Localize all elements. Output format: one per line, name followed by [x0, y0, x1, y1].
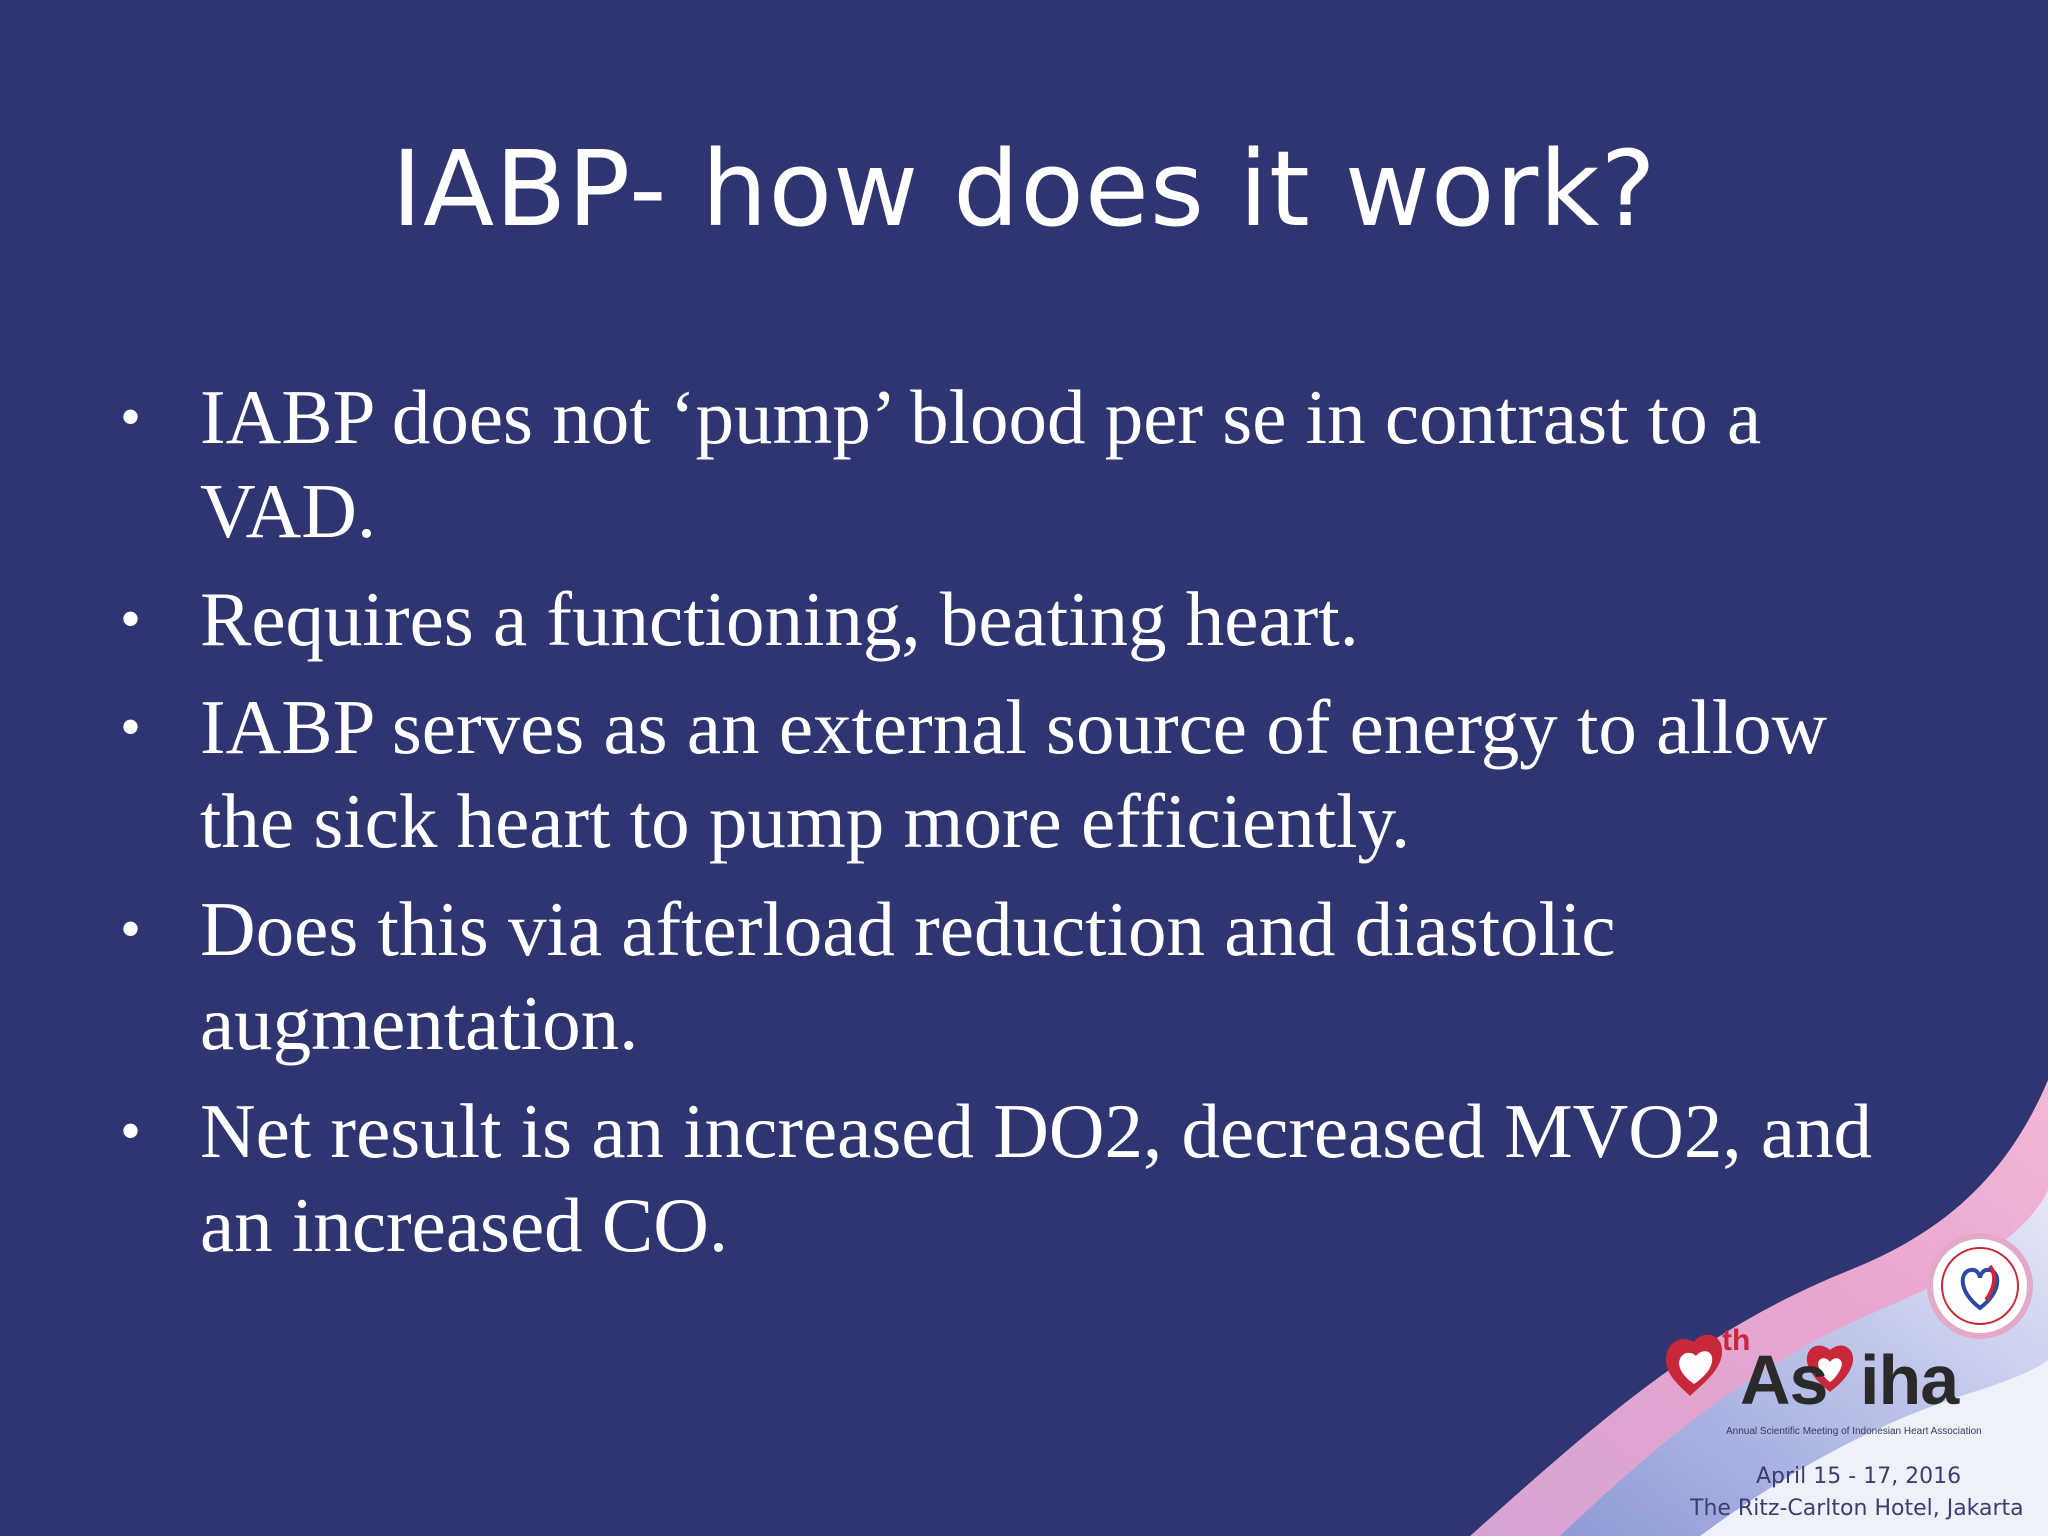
- bullet-text: Net result is an increased DO2, decreased MVO2, and an increased CO.: [200, 1088, 1873, 1268]
- bullet-text: IABP serves as an external source of energy to allow the sick heart to pump more efficiently.: [200, 684, 1828, 864]
- logo-tagline: Annual Scientific Meeting of Indonesian Heart Association: [1726, 1426, 1982, 1437]
- bullet-item: [120, 370, 1940, 558]
- event-date: April 15 - 17, 2016: [1756, 1464, 1962, 1489]
- bullet-symbol: •: [120, 586, 142, 652]
- bullet-text: IABP does not ‘pump’ blood per se in contrast to a VAD.: [200, 374, 1762, 554]
- bullet-item: [120, 572, 1940, 666]
- bullet-symbol: •: [120, 1098, 142, 1164]
- logo-ordinal: th: [1722, 1324, 1751, 1357]
- bullet-text: Requires a functioning, beating heart.: [200, 576, 1359, 662]
- bullet-symbol: •: [120, 896, 142, 962]
- event-venue: The Ritz-Carlton Hotel, Jakarta: [1690, 1496, 2024, 1521]
- asmiha-logo: [1660, 1220, 2048, 1536]
- slide-title: IABP- how does it work?: [391, 128, 1657, 250]
- bullet-list: [120, 370, 1940, 1286]
- bullet-symbol: •: [120, 384, 142, 450]
- logo-name-left: As: [1740, 1341, 1828, 1419]
- bullet-symbol: •: [120, 694, 142, 760]
- bullet-text: Does this via afterload reduction and diastolic augmentation.: [200, 886, 1616, 1066]
- bullet-item: [120, 882, 1940, 1070]
- bullet-item: [120, 680, 1940, 868]
- logo-name-right: iha: [1860, 1341, 1959, 1419]
